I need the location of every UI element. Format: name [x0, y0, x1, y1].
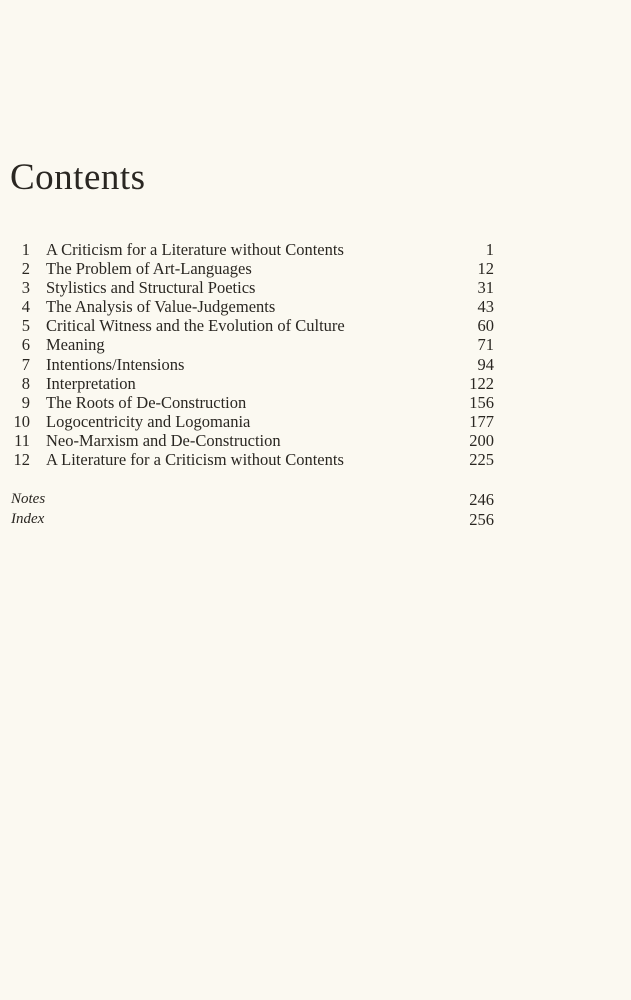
page-number: 200 [469, 430, 494, 450]
chapter-title: Meaning [46, 335, 105, 355]
chapter-number: 1 [21, 240, 30, 259]
chapter-title: Logocentricity and Logomania [46, 411, 251, 431]
chapter-number: 11 [14, 430, 30, 450]
page-number: 43 [477, 297, 494, 317]
back-matter-title: Notes [11, 491, 46, 507]
page-number: 31 [477, 278, 494, 298]
chapter-number: 4 [21, 297, 30, 317]
chapter-title: A Literature for a Criticism without Contents [46, 450, 344, 470]
chapter-list [0, 240, 631, 469]
back-matter-entry [0, 490, 631, 510]
chapter-number: 2 [21, 259, 30, 279]
page-title: Contents [10, 157, 146, 198]
chapter-title: The Roots of De-Construction [46, 392, 247, 412]
chapter-title: The Analysis of Value-Judgements [46, 297, 276, 317]
toc-entry [0, 316, 631, 335]
page-number: 1 [485, 240, 494, 259]
page-number: 94 [477, 354, 494, 374]
page-number: 256 [469, 509, 494, 529]
chapter-number: 10 [13, 411, 30, 431]
toc-entry [0, 240, 631, 259]
back-matter-list [0, 490, 631, 529]
page-number: 225 [469, 450, 494, 470]
chapter-number: 8 [21, 373, 30, 393]
toc-entry [0, 355, 631, 374]
back-matter-entry [0, 510, 631, 530]
toc-entry [0, 374, 631, 393]
page-number: 60 [477, 316, 494, 336]
toc-entry [0, 450, 631, 469]
page-number: 122 [469, 373, 494, 393]
page-number: 156 [469, 392, 494, 412]
chapter-title: Interpretation [46, 373, 136, 393]
page-number: 71 [477, 335, 494, 355]
chapter-title: The Problem of Art-Languages [46, 259, 252, 279]
chapter-number: 12 [13, 450, 30, 470]
toc-entry [0, 278, 631, 297]
page-number: 177 [469, 411, 494, 431]
chapter-number: 7 [21, 354, 30, 374]
page-number: 12 [477, 259, 494, 279]
chapter-number: 9 [21, 392, 30, 412]
chapter-title: Critical Witness and the Evolution of Culture [46, 316, 345, 336]
toc-entry [0, 431, 631, 450]
back-matter-title: Index [11, 510, 45, 527]
toc-entry [0, 297, 631, 316]
toc-entry [0, 259, 631, 278]
chapter-title: Intentions/Intensions [46, 354, 185, 374]
toc-entry [0, 412, 631, 431]
chapter-number: 3 [21, 278, 30, 298]
page-number: 246 [469, 490, 494, 509]
toc-entry [0, 393, 631, 412]
chapter-number: 5 [21, 316, 30, 336]
chapter-title: A Criticism for a Literature without Contents [46, 240, 344, 259]
toc-entry [0, 335, 631, 354]
chapter-title: Stylistics and Structural Poetics [46, 278, 256, 298]
chapter-number: 6 [21, 335, 30, 355]
chapter-title: Neo-Marxism and De-Construction [46, 430, 281, 450]
